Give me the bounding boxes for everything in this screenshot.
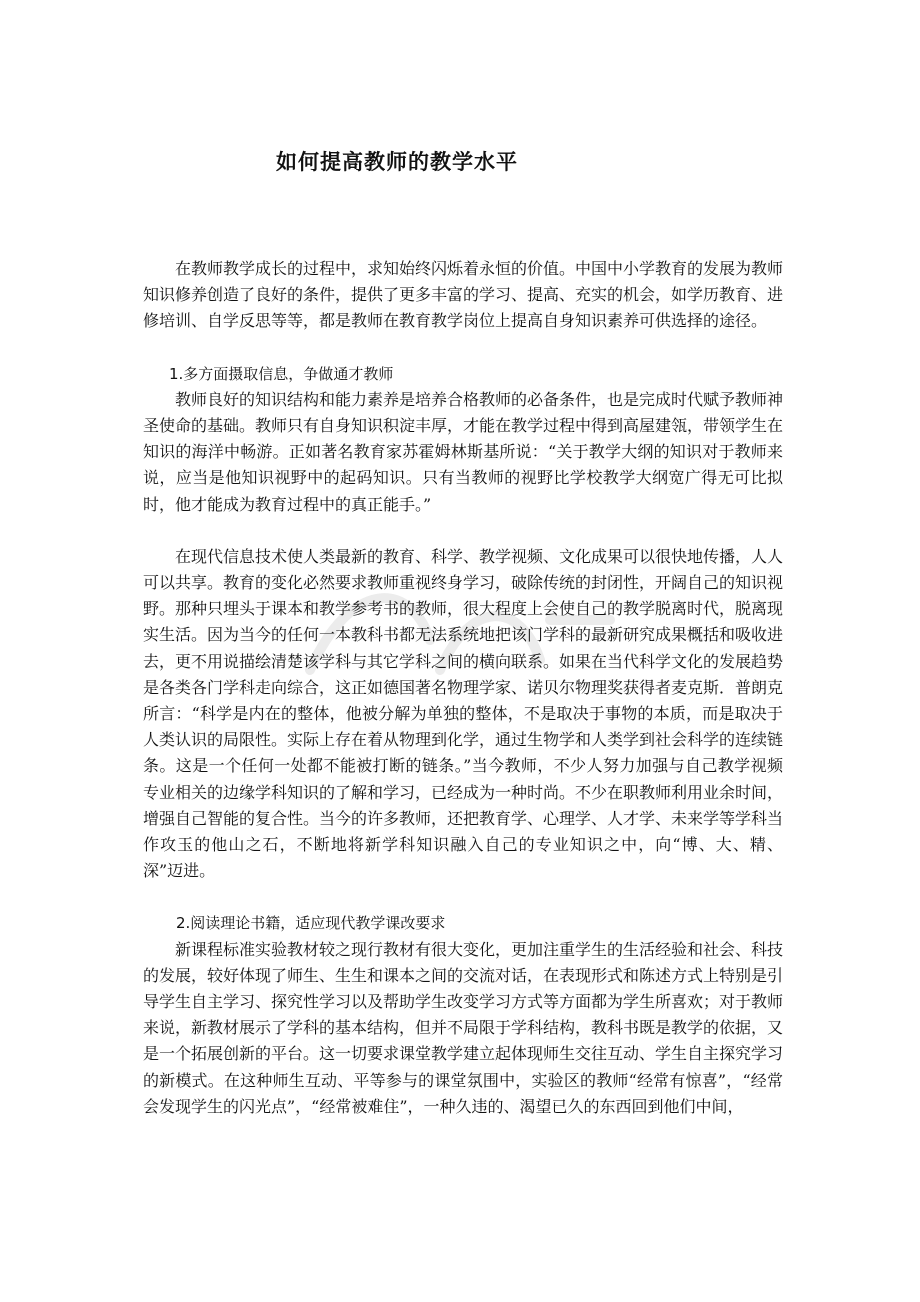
section-1-heading: 1.多方面摄取信息，争做通才教师 — [169, 364, 394, 383]
section-2-heading: 2.阅读理论书籍，适应现代教学课改要求 — [176, 914, 446, 933]
section-1-paragraph-2: 在现代信息技术使人类最新的教育、科学、教学视频、文化成果可以很快地传播，人人可以共享。教育的变化必然要求教师重视终身学习，破除传统的封闭性，开阔自己的知识视野。那种只埋头于课本和教学参考书的教师，很大程度上会使自己的教学脱离时代，脱离现实生活。因为当今的任何一本教科书都无法系统地把该门学科的最新研究成果概括和吸收进去，更不用说描绘清楚该学科与其它学科之间的横向联系。如果在当代科学文化的发展趋势是各类各门学科走向综合，这正如德国著名物理学家、诺贝尔物理奖获得者麦克斯．普朗克所言：“科学是内在的整体，他被分解为单独的整体，不是取决于事物的本质，而是取决于人类认识的局限性。实际上存在着从物理到化学，通过生物学和人类学到社会科学的连续链条。这是一个任何一处都不能被打断的链条。”当今教师，不少人努力加强与自己教学视频专业相关的边缘学科知识的了解和学习，已经成为一种时尚。不少在职教师利用业余时间，增强自己智能的复合性。当今的许多教师，还把教育学、心理学、人才学、未来学等学科当作攻玉的他山之石，不断地将新学科知识融入自己的专业知识之中，向“博、大、精、深”迈进。 — [143, 546, 784, 881]
paragraph-spacer — [143, 335, 783, 361]
section-1-paragraph-1: 教师良好的知识结构和能力素养是培养合格教师的必备条件，也是完成时代赋予教师神圣使命的基础。教师只有自身知识积淀丰厚，才能在教学过程中得到高屋建瓴，带领学生在知识的海洋中畅游。正如著名教育家苏霍姆林斯基所说：“关于教学大纲的知识对于教师来说，应当是他知识视野中的起码知识。只有当教师的视野比学校教学大纲宽广得无可比拟时，他才能成为教育过程中的真正能手。” — [143, 389, 784, 514]
section-2-paragraph-1: 新课程标准实验教材较之现行教材有很大变化，更加注重学生的生活经验和社会、科技的发展，较好体现了师生、生生和课本之间的交流对话，在表现形式和陈述方式上特别是引导学生自主学习、探究性学习以及帮助学生改变学习方式等方面都为学生所喜欢；对于教师来说，新教材展示了学科的基本结构，但并不局限于学科结构，教科书既是教学的依据，又是一个拓展创新的平台。这一切要求课堂教学建立起体现师生交往互动、学生自主探究学习的新模式。在这种师生互动、平等参与的课堂氛围中，实验区的教师“经常有惊喜”，“经常会发现学生的闪光点”，“经常被难住”，一种久违的、渴望已久的东西回到他们中间， — [143, 939, 784, 1116]
document-body — [143, 256, 783, 1120]
paragraph-spacer — [143, 884, 783, 910]
intro-paragraph: 在教师教学成长的过程中，求知始终闪烁着永恒的价值。中国中小学教育的发展为教师知识修养创造了良好的条件，提供了更多丰富的学习、提高、充实的机会，如学历教育、进修培训、自学反思等等，都是教师在教育教学岗位上提高自身知识素养可供选择的途径。 — [143, 259, 784, 331]
document-title: 如何提高教师的教学水平 — [276, 149, 518, 174]
paragraph-spacer — [143, 518, 783, 544]
